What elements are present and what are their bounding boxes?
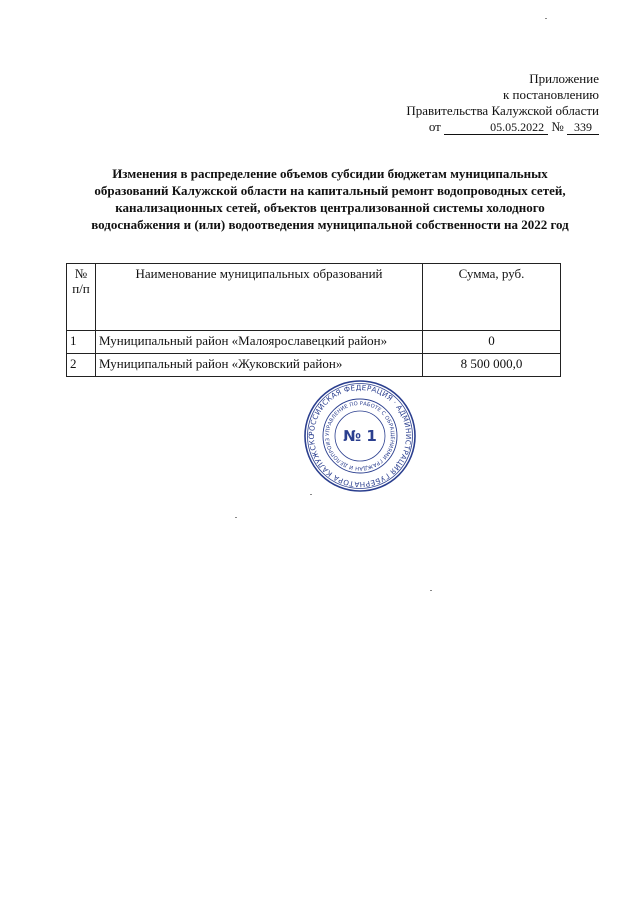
- scan-speck: [545, 18, 547, 19]
- table-row: [67, 331, 561, 354]
- from-label: от: [428, 119, 441, 134]
- attachment-label: Приложение: [529, 71, 599, 86]
- title-line: Изменения в распределение объемов субсидии бюджетам муниципальных: [112, 166, 548, 181]
- svg-text:РОССИЙСКАЯ ФЕДЕРАЦИЯ · АДМИНИС: РОССИЙСКАЯ ФЕДЕРАЦИЯ · АДМИНИСТРАЦИЯ ГУБЕРНАТОРА КАЛУЖСКО: [306, 382, 414, 490]
- subsidy-table: [66, 263, 561, 377]
- scan-speck: [310, 494, 312, 495]
- column-header-number-line1: №: [74, 266, 88, 281]
- government-name: Правительства Калужской области: [406, 103, 599, 118]
- column-header-name: Наименование муниципальных образований: [96, 264, 423, 331]
- number-label: №: [551, 119, 564, 134]
- svg-text:УПРАВЛЕНИЕ ПО РАБОТЕ С ОБРАЩЕН: УПРАВЛЕНИЕ ПО РАБОТЕ С ОБРАЩЕНИЯМИ ГРАЖДАН И ДЕЛОПРОИЗ: [324, 400, 396, 472]
- official-seal: [303, 379, 417, 493]
- row-municipality: Муниципальный район «Жуковский район»: [96, 354, 423, 377]
- resolution-reference: к постановлению: [502, 87, 599, 102]
- scan-speck: [235, 517, 237, 518]
- row-sum: 0: [423, 331, 561, 354]
- column-header-number: [67, 264, 96, 331]
- seal-icon: [303, 379, 417, 493]
- title-line: водоснабжения и (или) водоотведения муниципальной собственности на 2022 год: [91, 217, 569, 232]
- svg-text:№ 1: № 1: [343, 427, 377, 445]
- row-municipality: Муниципальный район «Малоярославецкий район»: [96, 331, 423, 354]
- column-header-number-line2: п/п: [72, 281, 90, 296]
- row-number: 2: [67, 354, 96, 377]
- table-header-row: [67, 264, 561, 331]
- scan-speck: [430, 590, 432, 591]
- column-header-sum: Сумма, руб.: [423, 264, 561, 331]
- resolution-date-line: [339, 119, 599, 135]
- title-line: образований Калужской области на капитальный ремонт водопроводных сетей,: [94, 183, 566, 198]
- document-title: [60, 165, 600, 233]
- resolution-date: 05.05.2022: [444, 121, 548, 135]
- table-row: [67, 354, 561, 377]
- attachment-header: [339, 71, 599, 135]
- row-sum: 8 500 000,0: [423, 354, 561, 377]
- title-line: канализационных сетей, объектов централизованной системы холодного: [115, 200, 545, 215]
- resolution-number: 339: [567, 121, 599, 135]
- row-number: 1: [67, 331, 96, 354]
